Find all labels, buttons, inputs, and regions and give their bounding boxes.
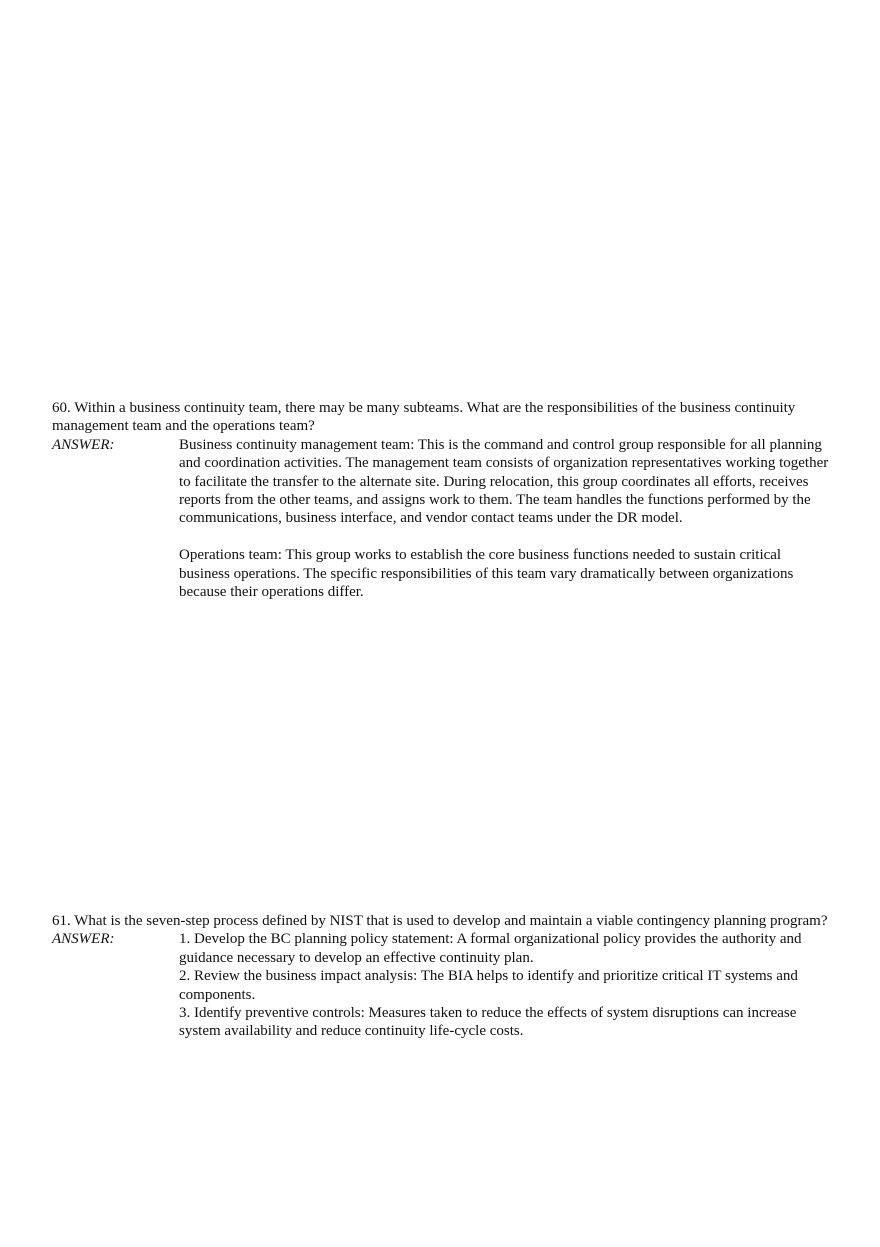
answer-label: ANSWER: — [52, 931, 115, 948]
question-61 — [52, 912, 832, 1041]
question-prompt: What is the seven-step process defined by NIST that is used to develop and maintain a viable contingency planning program? — [74, 913, 828, 929]
question-number: 61. — [52, 913, 71, 929]
answer-body — [179, 930, 832, 1040]
answer-section — [52, 436, 832, 602]
answer-list-item: 2. Review the business impact analysis: The BIA helps to identify and prioritize critical IT systems and components. — [179, 968, 798, 1003]
answer-paragraph: Business continuity management team: This is the command and control group responsible for all planning and coordination activities. The management team consists of organization representatives working together to facilitate the transfer to the alternate site. During relocation, this group coordinates all efforts, receives reports from the other teams, and assigns work to them. The team handles the functions performed by the communications, business interface, and vendor contact teams under the DR model. — [179, 436, 829, 527]
question-text — [52, 912, 832, 930]
answer-label: ANSWER: — [52, 436, 115, 453]
answer-section — [52, 930, 832, 1040]
answer-list-item: 1. Develop the BC planning policy statement: A formal organizational policy provides the authority and guidance necessary to develop an effective continuity plan. — [179, 931, 802, 966]
answer-list-item: 3. Identify preventive controls: Measures taken to reduce the effects of system disruptions can increase system availability and reduce continuity life-cycle costs. — [179, 1005, 797, 1040]
question-prompt: Within a business continuity team, there may be many subteams. What are the responsibilities of the business continuity management team and the operations team? — [52, 400, 796, 435]
question-number: 60. — [52, 400, 71, 416]
question-60 — [52, 399, 832, 601]
answer-body — [179, 436, 832, 602]
question-text — [52, 399, 832, 436]
answer-paragraph: Operations team: This group works to establish the core business functions needed to sustain critical business operations. The specific responsibilities of this team vary dramatically between organizations because their operations differ. — [179, 547, 794, 601]
